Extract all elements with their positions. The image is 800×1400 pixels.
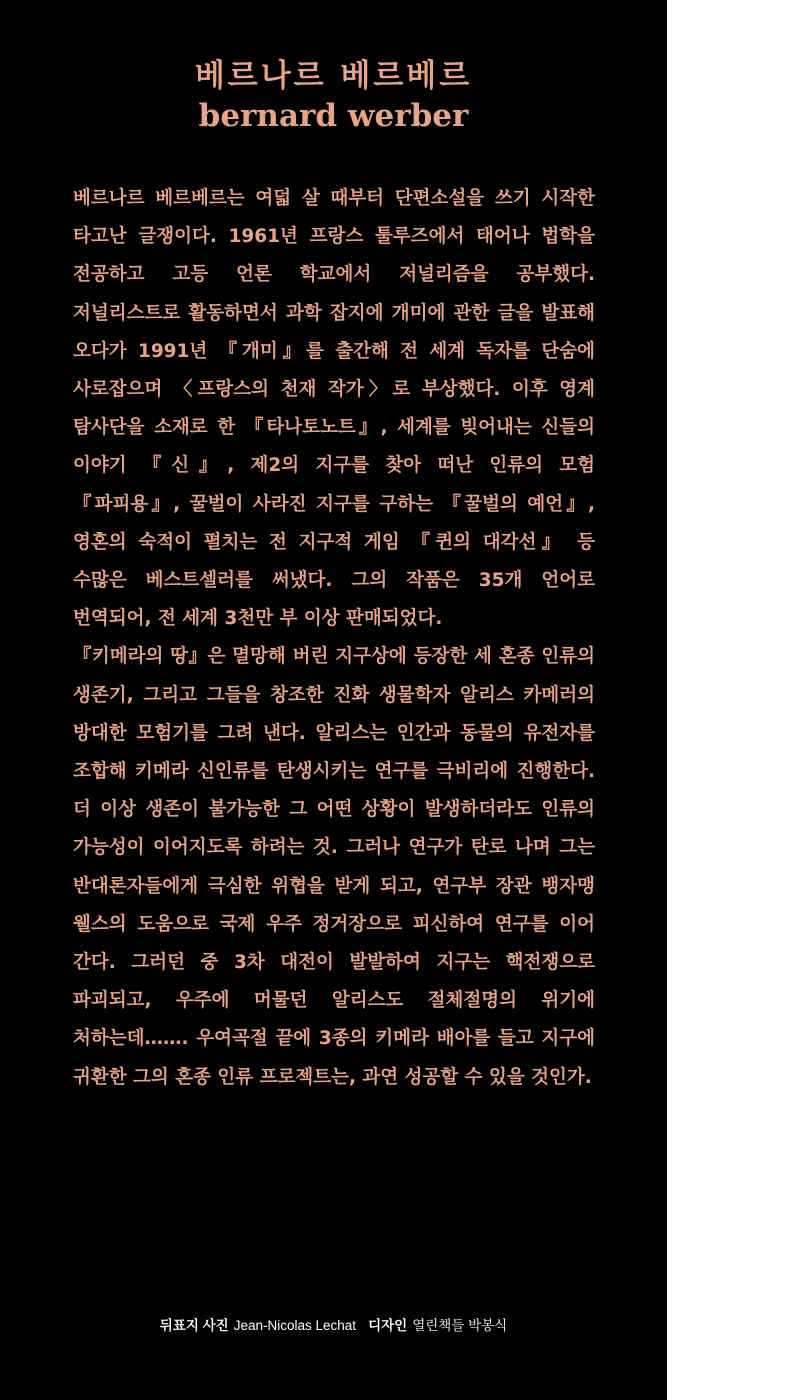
- design-credit-label: 디자인: [368, 1318, 408, 1333]
- credits-line: [0, 1317, 667, 1335]
- white-margin: [667, 0, 800, 1400]
- author-bio-text: [73, 180, 595, 1097]
- author-name-korean: 베르나르 베르베르: [194, 58, 473, 94]
- design-credit-value: 열린책들 박봉식: [412, 1318, 508, 1333]
- author-bio-paragraph: 베르나르 베르베르는 여덟 살 때부터 단편소설을 쓰기 시작한 타고난 글쟁이다. 1961년 프랑스 툴루즈에서 태어나 법학을 전공하고 고등 언론 학교에서 저널리즘을 공부했다. 저널리스트로 활동하면서 과학 잡지에 개미에 관한 글을 발표해 오다가 1991년 『개미』를 출간해 전 세계 독자를 단숨에 사로잡으며 〈프랑스의 천재 작가〉로 부상했다. 이후 영계 탐사단을 소재로 한 『타나토노트』, 세계를 빚어내는 신들의 이야기 『신』, 제2의 지구를 찾아 떠난 인류의 모험 『파피용』, 꿀벌이 사라진 지구를 구하는 『꿀벌의 예언』, 영혼의 숙적이 펼치는 전 지구적 게임 『퀸의 대각선』 등 수많은 베스트셀러를 써냈다. 그의 작품은 35개 언어로 번역되어, 전 세계 3천만 부 이상 판매되었다.: [73, 188, 595, 630]
- author-name-english: bernard werber: [198, 98, 469, 134]
- book-synopsis-paragraph: 『키메라의 땅』은 멸망해 버린 지구상에 등장한 세 혼종 인류의 생존기, 그리고 그들을 창조한 진화 생물학자 알리스 카메러의 방대한 모험기를 그려 낸다. 알리스는 인간과 동물의 유전자를 조합해 키메라 신인류를 탄생시키는 연구를 극비리에 진행한다. 더 이상 생존이 불가능한 그 어떤 상황이 발생하더라도 인류의 가능성이 이어지도록 하려는 것. 그러나 연구가 탄로 나며 그는 반대론자들에게 극심한 위협을 받게 되고, 연구부 장관 뱅자맹 웰스의 도움으로 국제 우주 정거장으로 피신하여 연구를 이어 간다. 그러던 중 3차 대전이 발발하여 지구는 핵전쟁으로 파괴되고, 우주에 머물던 알리스도 절체절명의 위기에 처하는데……. 우여곡절 끝에 3종의 키메라 배아를 들고 지구에 귀환한 그의 혼종 인류 프로젝트는, 과연 성공할 수 있을 것인가.: [73, 646, 595, 1088]
- photo-credit-label: 뒤표지 사진: [159, 1318, 229, 1333]
- photo-credit-value: Jean-Nicolas Lechat: [233, 1318, 357, 1333]
